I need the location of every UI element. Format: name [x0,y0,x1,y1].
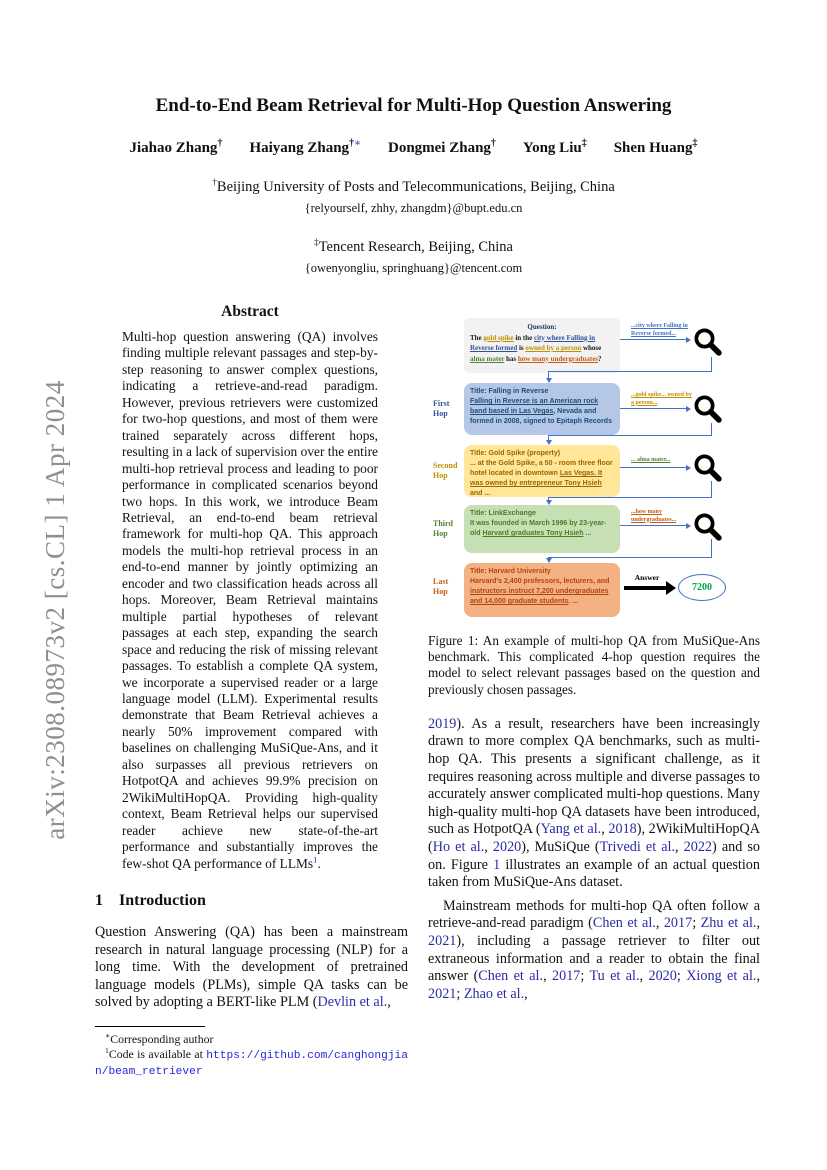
text-segment: instructors instruct 7,200 undergraduates and 14,000 graduate students [470,588,609,605]
arrowhead [686,465,691,471]
section-number: 1 [95,891,103,909]
connector-line [548,497,712,498]
paper-title: End-to-End Beam Retrieval for Multi-Hop Question Answering [155,95,672,116]
text-segment: ) and so on. Figure [428,838,760,873]
author-name [388,138,496,157]
citation-link[interactable]: Xiong et al. [686,968,757,985]
arrowhead [546,378,552,383]
text-segment: ‡ [581,138,587,149]
connector-line [620,525,686,526]
intro-paragraph-right-1 [428,716,760,892]
footnote-rule [95,1026,205,1027]
author-list [0,138,827,157]
text-segment: in the [513,333,534,342]
hop-box-second [464,445,620,497]
affiliation-1 [0,179,827,196]
figure-caption: Figure 1: An example of multi-hop QA from MuSiQue-Ans benchmark. This complicated 4-hop question requires the model to select relevant passages based on the question and previously chosen passages. [428,633,760,697]
author-name [614,138,698,157]
hop-box-title: Title: Gold Spike (property) [470,450,561,457]
hop-box-title: Title: Falling in Reverse [470,388,549,395]
hop-box-text [470,397,614,427]
text-segment: ; [580,968,590,985]
citation-link[interactable]: Chen et al. [592,915,656,932]
citation-link[interactable]: Chen et al. [478,968,544,985]
hop-box-text [470,459,614,499]
intro-paragraph-left [95,924,408,1012]
text-segment: alma mater [470,354,505,363]
citation-link[interactable]: 2022 [683,838,713,855]
text-segment: ), including a passage retriever to filter out extraneous information and a reader to obtain the final answer ( [428,932,760,985]
text-segment: Multi-hop question answering (QA) involves finding multiple relevant passages and step-by-step reasoning to answer complex questions, indicating a retrieve-and-read paradigm. However, previous retrievers were customized for two-hop questions, and most of them were trained separately across different hops, resulting in a lack of supervision over the entire multi-hop retrieval process and leading to poor performance in complicated scenarios beyond two hops. In this work, we introduce Beam Retrieval, an end-to-end beam retrieval framework for multi-hop QA. This approach models the multi-hop retrieval process in an end-to-end manner by jointly optimizing an encoder and two classification heads across all hops. Moreover, Beam Retrieval maintains multiple partial hypotheses of relevant passages at each step, expanding the search space and reducing the risk of missing relevant passages. To establish a complete QA system, we incorporate a supervised reader or a large language model (LLM). Experimental results demonstrate that Beam Retrieval achieves a nearly 50% improvement compared with baselines on challenging MuSiQue-Ans, and it also surpasses all previous retrievers on HotpotQA and achieves 99.9% precision on 2WikiMultiHopQA. Providing high-quality context, Beam Retrieval helps our supervised reader achieve new state-of-the-art performance and substantially improves the few-shot QA performance of LLMs [122,329,378,871]
text-segment: whose [581,344,602,352]
author-name-text: Yong Liu [522,140,582,156]
magnifier-icon [692,511,722,541]
text-segment: , [524,985,528,1002]
text-segment: ; [456,985,464,1002]
text-segment: † [490,138,496,149]
magnifier-icon [692,326,722,356]
connector-line [620,408,686,409]
text-segment: how many undergraduates [517,354,599,363]
text-segment: ), MuSiQue ( [521,838,600,855]
hop-box-first [464,383,620,435]
text-segment: , [484,838,493,855]
connector-line [711,539,712,557]
author-mark [693,138,698,149]
text-segment: is [517,344,526,352]
answer-label: Answer [634,573,660,582]
text-segment: , [543,968,552,985]
citation-link[interactable]: 1 [493,856,501,873]
citation-link[interactable]: 2020 [648,968,677,985]
arrowhead [686,523,691,529]
text-segment: ... [583,530,592,537]
text-segment: ... at the Gold Spike, a 50 - room three floor hotel located in downtown [470,460,613,477]
text-segment: † [212,178,217,189]
citation-link[interactable]: 2019 [428,715,457,732]
intro-paragraph-right-2 [428,898,760,1004]
author-mark [217,138,222,149]
query-label-2: ...gold spike... owned by a person... [631,392,692,406]
text-segment: , [601,821,609,838]
question-box-text [470,333,614,365]
arrowhead [686,337,691,343]
footnote-code [95,1047,408,1080]
citation-link[interactable]: 2020 [492,838,522,855]
author-name [523,138,587,157]
connector-line [711,481,712,497]
magnifier-icon [692,452,722,482]
query-label-3: ... alma mater... [631,457,671,463]
text-segment: It was founded in March 1996 by 23-year-old [470,520,607,537]
citation-link[interactable]: Zhu et al. [700,915,757,932]
connector-line [548,435,712,436]
hop-box-last [464,563,620,617]
answer-arrowhead [666,581,676,595]
text-segment: Question Answering (QA) has been a mainstream research in natural language processing (NLP) for a long time. With the development of pretrained language models (PLMs), simple QA tasks can be solved by adopting a BERT-like PLM ( [95,923,408,1011]
text-segment: ∗ [105,1031,111,1040]
question-box-header: Question: [527,323,557,331]
hop-side-label-first: First Hop [433,399,450,418]
author-name-text: Dongmei Zhang [387,140,491,156]
connector-line [711,357,712,371]
text-segment: and ... [470,490,491,497]
citation-link[interactable]: Devlin et al. [317,994,388,1011]
author-name-text: Jiahao Zhang [129,140,218,156]
text-segment: ; [676,968,687,985]
citation-link[interactable]: Zhao et al. [463,985,525,1002]
text-segment: ). As a result, researchers have been increasingly drawn to more complex QA benchmarks, such as multi-hop QA. This presents a significant challenge, as it requires reasoning across multiple and diverse passages to accurately answer complicated multi-hop questions. Many high-quality multi-hop QA datasets have been introduced, such as HotpotQA ( [428,715,760,838]
affiliation-2 [0,239,827,256]
text-segment: gold spike [483,333,514,342]
arxiv-watermark: arXiv:2308.08973v2 [cs.CL] 1 Apr 2024 [40,380,70,840]
text-segment: The [470,333,484,342]
citation-link[interactable]: Ho et al. [432,838,485,855]
text-segment: ? [598,354,602,363]
text-segment: . ... [568,598,579,605]
hop-box-title: Title: Harvard University [470,568,551,575]
text-segment: Tencent Research, Beijing, China [318,239,513,255]
citation-link[interactable]: 2018 [608,821,637,838]
connector-line [620,467,686,468]
footnote-corresponding [95,1032,408,1047]
text-segment: † [217,138,223,149]
text-segment: has [504,354,518,363]
text-segment: illustrates an example of an actual question taken from MuSiQue-Ans dataset. [428,856,760,891]
arrowhead [686,406,691,412]
author-mark [491,138,496,149]
citation-link[interactable]: 2021 [428,985,457,1002]
text-segment: ∗ [354,138,361,149]
abstract-heading: Abstract [221,303,279,320]
connector-line [548,557,712,558]
affiliation-1-email: {relyourself, zhhy, zhangdm}@bupt.edu.cn [304,201,523,215]
hop-box-text [470,519,614,539]
question-box [464,318,620,373]
text-segment: , Nevada and formed in 2008, signed to Epitaph Records [470,408,612,425]
text-segment: city where Falling in Reverse formed [470,333,596,352]
hop-side-label-last: Last Hop [433,577,449,596]
author-name [129,138,222,157]
affiliation-2-email: {owenyongliu, springhuang}@tencent.com [304,261,523,275]
citation-link[interactable]: 2017 [552,968,581,985]
text-segment: Mainstream methods for multi-hop QA often follow a retrieve-and-read paradigm ( [428,897,760,932]
abstract-text [122,329,378,872]
text-segment: † [349,138,355,149]
author-mark [582,138,587,149]
query-label-4: ...how many undergraduates... [631,509,677,523]
text-segment: , [387,994,391,1011]
text-segment: ‡ [314,238,319,249]
citation-link[interactable]: 2017 [663,915,693,932]
connector-line [620,339,686,340]
text-segment: ; [692,915,701,932]
text-segment: owned by a person [525,344,582,352]
citation-link[interactable]: Trivedi et al. [599,838,676,855]
answer-arrow [624,586,666,590]
text-segment: Harvard graduates Tony Hsieh [482,530,584,537]
text-segment: ‡ [692,138,698,149]
author-mark [349,138,361,149]
arrowhead [546,440,552,445]
citation-link[interactable]: 1 [313,854,318,865]
text-segment: , [756,915,760,932]
text-segment: Falling in Reverse is an American rock band based in Las Vegas [470,398,599,415]
citation-link[interactable]: Tu et al. [589,968,640,985]
section-heading-introduction [95,892,408,910]
right-column [428,313,760,1003]
magnifier-icon [692,393,722,423]
hop-box-title: Title: LinkExchange [470,510,536,517]
figure-1-diagram [428,313,760,623]
left-column [95,303,408,1080]
hop-side-label-second: Second Hop [433,461,458,480]
connector-line [711,423,712,435]
text-segment: Code is available at [108,1046,207,1061]
citation-link[interactable]: Yang et al. [540,821,602,838]
text-segment: , [639,968,649,985]
arrowhead [546,500,552,505]
text-segment: , [655,915,664,932]
text-segment: , [675,838,684,855]
citation-link[interactable]: 2021 [428,932,457,949]
author-name-text: Shen Huang [613,140,693,156]
text-segment: 1 [105,1045,109,1055]
arrowhead [546,558,552,563]
text-segment: Harvard's 2,400 professors, lecturers, and [470,578,610,585]
code-url-link[interactable]: https://github.com/canghongjian/beam_retriever [95,1049,408,1079]
answer-oval: 7200 [678,574,726,601]
connector-line [548,371,712,372]
query-label-1: ...city where Falling in Reverse formed... [631,323,688,337]
text-segment: . [317,855,321,871]
text-segment: Las Vegas. It was owned by entrepreneur Tony Hsieh [470,470,603,487]
text-segment: Beijing University of Posts and Telecommunications, Beijing, China [216,179,615,195]
hop-box-text [470,577,614,607]
hop-box-third [464,505,620,553]
hop-side-label-third: Third Hop [433,519,454,538]
text-segment: ), 2WikiMultiHopQA ( [428,821,761,855]
author-name [249,138,361,157]
author-name-text: Haiyang Zhang [249,140,350,156]
section-title: Introduction [119,891,206,909]
text-segment: , [756,968,761,985]
text-segment: Corresponding author [110,1031,214,1046]
